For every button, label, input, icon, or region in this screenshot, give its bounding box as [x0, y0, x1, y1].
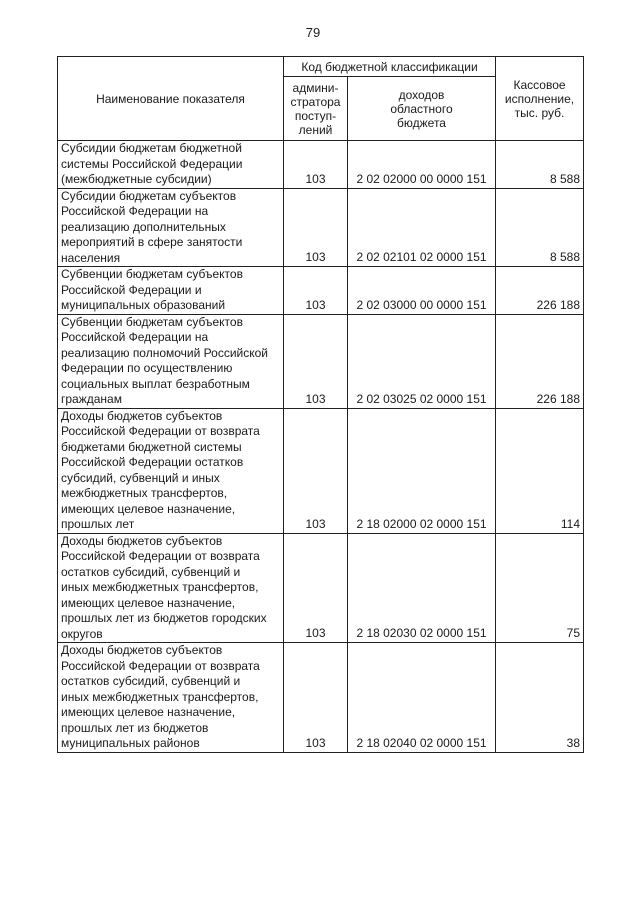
- row-income-code: 2 18 02040 02 0000 151: [348, 643, 496, 753]
- row-name-line: прошлых лет из бюджетов: [61, 720, 209, 735]
- row-name-line: реализацию полномочий Российской: [61, 345, 268, 360]
- row-amount: 226 188: [496, 314, 584, 408]
- row-amount: 114: [496, 408, 584, 533]
- row-admin-code: 103: [284, 533, 348, 643]
- row-name-line: (межбюджетные субсидии): [61, 172, 212, 186]
- header-cash-line: исполнение,: [504, 91, 575, 106]
- row-name-line: Субвенции бюджетам субъектов: [61, 314, 243, 329]
- row-name-line: остатков субсидий, субвенций и: [61, 674, 241, 688]
- row-name-line: Российской Федерации от возврата: [61, 658, 260, 673]
- row-name-line: муниципальных районов: [61, 736, 200, 750]
- header-admin-line: лений: [298, 122, 333, 137]
- row-name-line: имеющих целевое назначение,: [61, 595, 236, 610]
- budget-table: [57, 56, 584, 753]
- row-name-line: Федерации по осуществлению: [61, 361, 233, 375]
- row-name: [58, 408, 284, 533]
- row-name-line: Российской Федерации остатков: [61, 455, 244, 469]
- row-name-line: Российской Федерации от возврата: [61, 549, 260, 563]
- row-name-line: остатков субсидий, субвенций и: [61, 564, 241, 579]
- row-income-code: 2 02 02000 00 0000 151: [348, 141, 496, 189]
- row-name-line: Субсидии бюджетам субъектов: [61, 188, 237, 203]
- table-row: [58, 188, 584, 267]
- header-group: Код бюджетной классификации: [284, 57, 496, 77]
- row-name-line: Российской Федерации на: [61, 330, 209, 344]
- row-name-line: имеющих целевое назначение,: [61, 501, 236, 516]
- row-income-code: 2 02 02101 02 0000 151: [348, 188, 496, 267]
- row-name-line: округов: [61, 626, 103, 641]
- row-income-code: 2 18 02030 02 0000 151: [348, 533, 496, 643]
- header-admin-line: админи-: [292, 80, 339, 95]
- row-admin-code: 103: [284, 643, 348, 753]
- row-name-line: Доходы бюджетов субъектов: [61, 533, 223, 548]
- row-name-line: Субвенции бюджетам субъектов: [61, 267, 243, 281]
- page-number: 79: [305, 25, 321, 40]
- row-amount: 75: [496, 533, 584, 643]
- row-income-code: 2 18 02000 02 0000 151: [348, 408, 496, 533]
- header-admin-line: стратора: [290, 94, 341, 109]
- row-name-line: Российской Федерации на: [61, 204, 209, 218]
- row-amount: 8 588: [496, 188, 584, 267]
- row-admin-code: 103: [284, 267, 348, 315]
- row-admin-code: 103: [284, 141, 348, 189]
- row-name-line: прошлых лет: [61, 517, 135, 531]
- header-income-line: областного: [390, 101, 453, 116]
- row-name-line: Российской Федерации от возврата: [61, 424, 260, 438]
- row-name-line: мероприятий в сфере занятости: [61, 235, 243, 249]
- header-income: [348, 77, 496, 141]
- row-admin-code: 103: [284, 408, 348, 533]
- row-name-line: иных межбюджетных трансфертов,: [61, 689, 259, 704]
- row-amount: 226 188: [496, 267, 584, 315]
- header-name: Наименование показателя: [58, 57, 284, 141]
- row-name-line: Российской Федерации и: [61, 282, 202, 297]
- row-name: [58, 267, 284, 315]
- row-amount: 8 588: [496, 141, 584, 189]
- row-name-line: Доходы бюджетов субъектов: [61, 643, 223, 657]
- row-name-line: социальных выплат безработным: [61, 376, 250, 391]
- row-name-line: иных межбюджетных трансфертов,: [61, 580, 259, 594]
- row-name-line: бюджетами бюджетной системы: [61, 439, 242, 454]
- row-name-line: муниципальных образований: [61, 298, 226, 312]
- header-cash-line: Кассовое: [513, 77, 566, 92]
- row-name: [58, 643, 284, 753]
- row-name: [58, 314, 284, 408]
- row-name-line: реализацию дополнительных: [61, 219, 226, 234]
- table-row: [58, 267, 584, 315]
- row-name-line: системы Российской Федерации: [61, 156, 243, 171]
- header-income-line: бюджета: [397, 115, 446, 130]
- row-name-line: Доходы бюджетов субъектов: [61, 408, 223, 423]
- row-admin-code: 103: [284, 188, 348, 267]
- row-name: [58, 533, 284, 643]
- header-income-line: доходов: [398, 87, 445, 102]
- header-cash: [496, 57, 584, 141]
- table-row: [58, 533, 584, 643]
- row-income-code: 2 02 03025 02 0000 151: [348, 314, 496, 408]
- table-row: [58, 314, 584, 408]
- row-name-line: прошлых лет из бюджетов городских: [61, 611, 267, 625]
- row-name-line: имеющих целевое назначение,: [61, 705, 236, 719]
- row-name-line: Субсидии бюджетам бюджетной: [61, 141, 242, 155]
- header-admin: [284, 77, 348, 141]
- row-name-line: гражданам: [61, 392, 122, 406]
- row-admin-code: 103: [284, 314, 348, 408]
- row-name-line: межбюджетных трансфертов,: [61, 486, 228, 500]
- table-row: [58, 643, 584, 753]
- row-name: [58, 141, 284, 189]
- row-name-line: субсидий, субвенций и иных: [61, 470, 220, 485]
- header-admin-line: поступ-: [294, 108, 337, 123]
- header-cash-line: тыс. руб.: [514, 105, 565, 120]
- row-amount: 38: [496, 643, 584, 753]
- row-name-line: населения: [61, 250, 121, 265]
- table-row: [58, 141, 584, 189]
- row-name: [58, 188, 284, 267]
- row-income-code: 2 02 03000 00 0000 151: [348, 267, 496, 315]
- table-row: [58, 408, 584, 533]
